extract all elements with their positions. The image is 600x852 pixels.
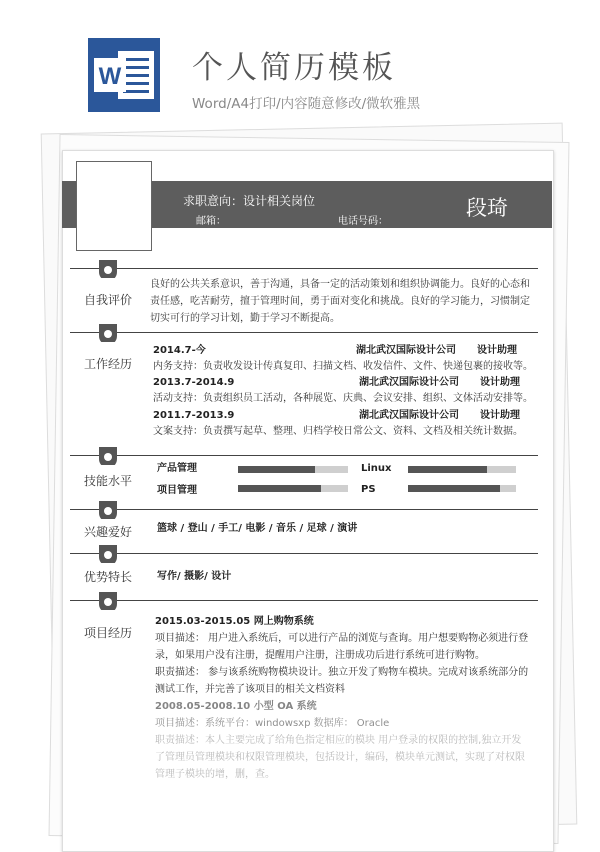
project-line: 职责描述：本人主要完成了给角色指定相应的模块 用户登录的权限的控制,独立开发 xyxy=(155,735,522,746)
section-label-skills: 技能水平 xyxy=(84,474,133,488)
work-company: 湖北武汉国际设计公司 xyxy=(359,410,459,421)
email-label: 邮箱： xyxy=(196,216,226,227)
section-label-self-eval: 自我评价 xyxy=(84,293,133,307)
page-title: 个人简历模板 xyxy=(192,50,396,86)
skill-name: 产品管理 xyxy=(157,463,197,474)
work-role: 设计助理 xyxy=(480,410,520,421)
candidate-name: 段琦 xyxy=(466,196,508,220)
self-eval-line: 责任感，吃苦耐劳，擅于管理时间，勇于面对变化和挑战。良好的学习能力，习惯制定 xyxy=(150,296,530,307)
project-line: 了管理员管理模块和权限管理模块，包括设计，编码，模块单元测试，实现了对权限 xyxy=(155,752,525,763)
skill-name: PS xyxy=(361,484,376,495)
projects-text xyxy=(155,613,545,783)
work-company: 湖北武汉国际设计公司 xyxy=(359,377,459,388)
project-line: 项目描述：系统平台：windowsxp 数据库： Oracle xyxy=(155,718,390,729)
phone-label: 电话号码： xyxy=(338,216,388,227)
work-role: 设计助理 xyxy=(480,377,520,388)
skill-bar-fill xyxy=(238,466,315,473)
skill-bar-fill xyxy=(408,485,500,492)
job-intent: 求职意向：设计相关岗位 xyxy=(183,194,316,208)
project-title: 2015.03-2015.05 网上购物系统 xyxy=(155,616,314,627)
self-eval-line: 良好的公共关系意识，善于沟通，具备一定的活动策划和组织协调能力。良好的心态和 xyxy=(150,279,530,290)
work-period: 2011.7-2013.9 xyxy=(153,410,235,421)
work-desc: 内务支持：负责收发设计传真复印、扫描文档、收发信件、文件、快递包裹的接收等。 xyxy=(153,361,533,372)
hobbies-text: 篮球 / 登山 / 手工/ 电影 / 音乐 / 足球 / 演讲 xyxy=(157,523,358,534)
section-label-hobbies: 兴趣爱好 xyxy=(84,525,133,539)
self-eval-line: 切实可行的学习计划，勤于学习不断提高。 xyxy=(150,313,340,324)
work-company: 湖北武汉国际设计公司 xyxy=(356,345,456,356)
section-divider xyxy=(70,268,538,269)
section-divider xyxy=(70,600,538,601)
photo-placeholder xyxy=(76,161,152,251)
word-logo-icon xyxy=(88,38,160,112)
section-label-work: 工作经历 xyxy=(84,357,133,371)
page-subtitle: Word/A4打印/内容随意修改/微软雅黑 xyxy=(192,96,421,112)
section-marker-icon xyxy=(99,592,117,610)
section-divider xyxy=(70,332,538,333)
project-line: 项目描述： 用户进入系统后，可以进行产品的浏览与查询。用户想要购物必须进行登 xyxy=(155,633,529,644)
work-role: 设计助理 xyxy=(477,345,517,356)
work-period: 2014.7-今 xyxy=(153,345,206,356)
project-title: 2008.05-2008.10 小型 OA 系统 xyxy=(155,701,317,712)
section-marker-icon xyxy=(99,447,117,465)
section-divider xyxy=(70,509,538,510)
skill-bar-fill xyxy=(238,485,321,492)
skill-bar xyxy=(238,485,348,492)
project-line: 职责描述： 参与该系统购物模块设计。独立开发了购物车模块。完成对该系统部分的 xyxy=(155,667,529,678)
section-label-projects: 项目经历 xyxy=(84,626,133,640)
skill-name: Linux xyxy=(361,463,392,474)
skill-bar xyxy=(238,466,348,473)
skill-bar xyxy=(408,485,516,492)
section-marker-icon xyxy=(99,260,117,278)
section-divider xyxy=(70,553,538,554)
word-logo-letter: W xyxy=(98,63,122,90)
skill-name: 项目管理 xyxy=(157,485,197,496)
project-line: 管理子模块的增，删，查。 xyxy=(155,769,275,780)
self-eval-text xyxy=(150,276,540,327)
section-divider xyxy=(70,455,538,456)
skill-bar xyxy=(408,466,516,473)
work-period: 2013.7-2014.9 xyxy=(153,377,235,388)
work-desc: 文案支持：负责撰写起草、整理、归档学校日常公文、资料、文档及相关统计数据。 xyxy=(153,426,523,437)
section-marker-icon xyxy=(99,501,117,519)
work-desc: 活动支持：负责组织员工活动，各种展览、庆典、会议安排、组织、文体活动安排等。 xyxy=(153,393,533,404)
project-line: 录，如果用户没有注册，提醒用户注册，注册成功后进行系统可进行购物。 xyxy=(155,650,485,661)
section-marker-icon xyxy=(99,324,117,342)
project-line: 测试工作，并完善了该项目的相关文档资料 xyxy=(155,684,345,695)
section-marker-icon xyxy=(99,545,117,563)
strengths-text: 写作/ 摄影/ 设计 xyxy=(157,571,232,582)
skill-bar-fill xyxy=(408,466,487,473)
section-label-strengths: 优势特长 xyxy=(84,570,133,584)
